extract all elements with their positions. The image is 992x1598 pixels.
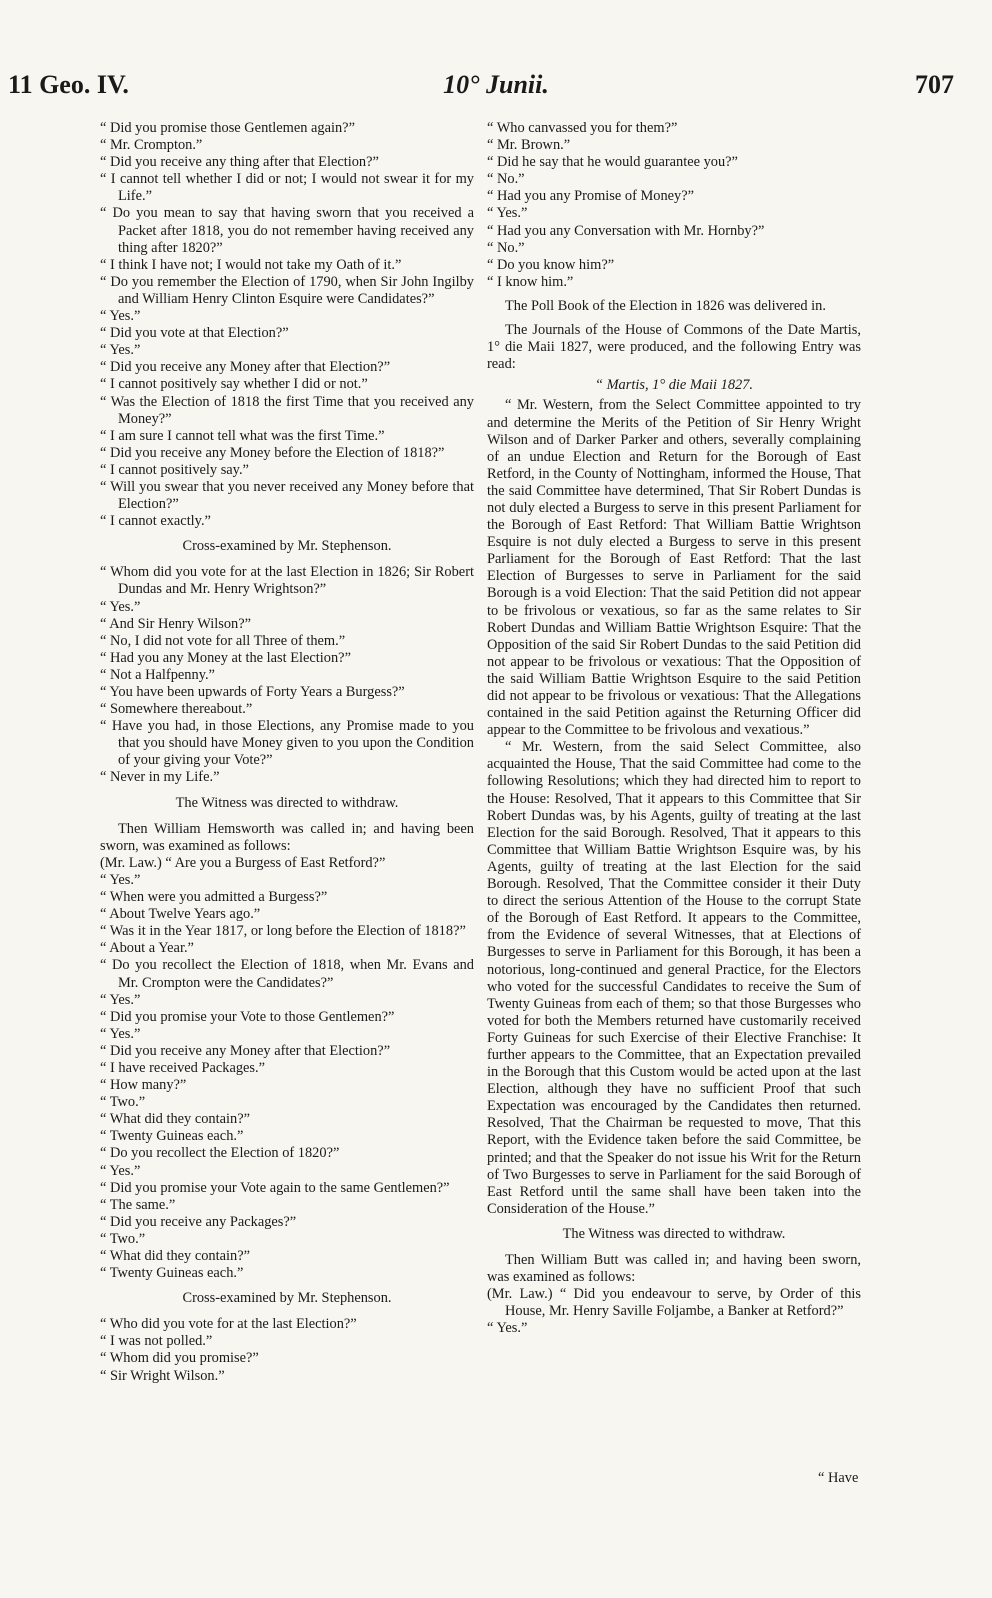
question-line: “ Whom did you promise?” [100, 1350, 259, 1367]
question-line: “ Did you promise your Vote to those Gentlemen?” [100, 1008, 395, 1025]
question-line: “ Was it in the Year 1817, or long before the Election of 1818?” [100, 923, 466, 940]
answer-line: “ I am sure I cannot tell what was the first Time.” [100, 427, 385, 444]
answer-line: “ Never in my Life.” [100, 769, 220, 786]
answer-line: “ I think I have not; I would not take my Oath of it.” [100, 256, 402, 273]
question-line: “ Do you recollect the Election of 1820?” [100, 1145, 340, 1162]
answer-line: “ Two.” [100, 1094, 146, 1111]
answer-line: “ Yes.” [487, 205, 528, 222]
section-heading: The Witness was directed to withdraw. [175, 794, 399, 811]
narrative-paragraph: Then William Butt was called in; and having been sworn, was examined as follows: [487, 1252, 861, 1286]
answer-line: “ Sir Wright Wilson.” [100, 1367, 225, 1384]
question-line: “ Will you swear that you never received any Money before that Election?” [100, 478, 474, 513]
question-line: “ You have been upwards of Forty Years a Burgess?” [100, 684, 405, 700]
question-line: “ Had you any Promise of Money?” [487, 188, 695, 205]
question-line: “ Did you receive any Money after that Election?” [100, 359, 391, 376]
question-line: (Mr. Law.) “ Are you a Burgess of East Retford?” [100, 854, 386, 871]
answer-line: “ I cannot tell whether I did or not; I would not swear it for my Life.” [100, 171, 474, 205]
answer-line: “ I know him.” [487, 273, 574, 290]
question-line: “ Did he say that he would guarantee you?” [487, 154, 738, 171]
answer-line: “ Not a Halfpenny.” [100, 666, 215, 683]
answer-line: “ Twenty Guineas each.” [100, 1128, 244, 1145]
right-column [487, 120, 861, 1337]
answer-line: “ Two.” [100, 1230, 146, 1247]
section-heading: Cross-examined by Mr. Stephenson. [182, 538, 392, 555]
question-line: “ And Sir Henry Wilson?” [100, 615, 252, 632]
section-heading: Cross-examined by Mr. Stephenson. [182, 1290, 392, 1307]
journal-paragraph: “ Mr. Western, from the said Select Committee, also acquainted the House, That the said Committee had come to the following Resolutions; which they had directed him to report to the House: Resolved, That it appears to this Committee that Sir Robert Dundas was, by his Agents, guilty of treating at the last Election for the said Borough. Resolved, That it appears to this Committee that William Battie Wrightson Esquire was, by his Agents, guilty of treating at the last Election for the said Borough. Resolved, That the Committee consider it their Duty to direct the serious Attention of the House to the corrupt State of the Borough of East Retford. It appears to the Committee, from the Evidence of several Witnesses, that at Elections of Burgesses to serve in Parliament for this Borough, it has been a notorious, long-continued and general Practice, for the Electors who voted for the successful Candidates to receive the Sum of Twenty Guineas from each of them; so that those Burgesses who voted for both the Members returned have customarily received Forty Guineas for such Exercise of their Elective Franchise: It further appears to the Committee, that an Expectation prevailed in the Borough that this Custom would be acted upon at the last Election, although they have no sufficient Proof that such Expectation was encouraged by the Candidates then returned. Resolved, That the Chairman be requested to move, That this Report, with the Evidence taken before the said Committee, be printed; and that the Speaker do not issue his Writ for the Return of Two Burgesses to serve in Parliament for the said Borough of East Retford until the same shall have been taken into the Consideration of the House.” [487, 739, 861, 1217]
question-line: “ Do you mean to say that having sworn that you received a Packet after 1818, you do not remember having received any thing after 1820?” [100, 205, 474, 256]
answer-line: “ Yes.” [100, 342, 141, 359]
answer-line: “ I cannot positively say.” [100, 461, 249, 478]
answer-line: “ Somewhere thereabout.” [100, 701, 253, 718]
answer-line: “ Yes.” [100, 1162, 141, 1179]
question-line: “ Was the Election of 1818 the first Time that you received any Money?” [100, 393, 474, 427]
answer-line: “ Yes.” [100, 1025, 141, 1042]
narrative-paragraph: The Poll Book of the Election in 1826 was delivered in. [505, 297, 826, 314]
question-line: “ What did they contain?” [100, 1111, 250, 1128]
question-line: “ Who did you vote for at the last Election?” [100, 1316, 357, 1333]
narrative-paragraph: Then William Hemsworth was called in; and having been sworn, was examined as follows: [100, 820, 474, 854]
question-line: “ Did you receive any Money after that Election?” [100, 1042, 391, 1059]
answer-line: “ Yes.” [100, 598, 141, 615]
answer-line: “ Yes.” [100, 991, 141, 1008]
question-line: “ Whom did you vote for at the last Election in 1826; Sir Robert Dundas and Mr. Henry Wrightson?” [100, 564, 474, 598]
left-column [100, 120, 474, 1385]
answer-line: “ Yes.” [487, 1320, 528, 1337]
answer-line: “ Mr. Brown.” [487, 137, 571, 154]
question-line: (Mr. Law.) “ Did you endeavour to serve, by Order of this House, Mr. Henry Saville Foljambe, a Banker at Retford?” [487, 1286, 861, 1320]
question-line: “ Do you recollect the Election of 1818, when Mr. Evans and Mr. Crompton were the Candidates?” [100, 957, 474, 991]
question-line: “ Did you receive any Money before the Election of 1818?” [100, 444, 445, 461]
catchword: “ Have [818, 1470, 859, 1486]
journal-date: “ Martis, 1° die Maii 1827. [594, 377, 754, 394]
answer-line: “ The same.” [100, 1196, 176, 1213]
answer-line: “ Yes.” [100, 871, 141, 888]
section-heading: The Witness was directed to withdraw. [562, 1225, 786, 1242]
answer-line: “ No, I did not vote for all Three of them.” [100, 632, 346, 649]
header-date: 10° Junii. [443, 70, 549, 99]
answer-line: “ Yes.” [100, 308, 141, 325]
question-line: “ Do you remember the Election of 1790, when Sir John Ingilby and William Henry Clinton Esquire were Candidates?” [100, 273, 474, 307]
answer-line: “ I cannot exactly.” [100, 513, 211, 530]
question-line: “ Did you vote at that Election?” [100, 325, 289, 342]
answer-line: “ No.” [487, 171, 525, 188]
question-line: “ Had you any Money at the last Election?” [100, 649, 351, 666]
answer-line: “ I have received Packages.” [100, 1059, 265, 1076]
narrative-paragraph: The Journals of the House of Commons of the Date Martis, 1° die Maii 1827, were produced, and the following Entry was read: [487, 322, 861, 373]
answer-line: “ No.” [487, 239, 525, 256]
question-line: “ Did you promise those Gentlemen again?” [100, 120, 355, 136]
answer-line: “ Twenty Guineas each.” [100, 1265, 244, 1282]
question-line: “ Who canvassed you for them?” [487, 120, 678, 136]
answer-line: “ I was not polled.” [100, 1333, 213, 1350]
answer-line: “ About a Year.” [100, 940, 194, 957]
question-line: “ Did you promise your Vote again to the same Gentlemen?” [100, 1179, 450, 1196]
question-line: “ Do you know him?” [487, 256, 615, 273]
question-line: “ What did they contain?” [100, 1248, 250, 1264]
question-line: “ When were you admitted a Burgess?” [100, 889, 328, 906]
page-number: 707 [915, 70, 954, 99]
journal-paragraph: “ Mr. Western, from the Select Committee appointed to try and determine the Merits of the Petition of Sir Henry Wright Wilson and of Darker Parker and others, severally complaining of an undue Election and Return for the Borough of East Retford, in the County of Nottingham, informed the House, That the said Committee have determined, That Sir Robert Dundas is not duly elected a Burgess to serve in this present Parliament for the Borough of East Retford: That William Battie Wrightson Esquire is not duly elected a Burgess to serve in this present Parliament for the Borough of East Retford: That the last Election of Burgesses to serve in Parliament for the said Borough is a void Election: That the said Petition did not appear to be frivolous or vexatious, so far as the same relates to Sir Robert Dundas and William Battie Wrightson Esquire: That the Opposition of the said Sir Robert Dundas to the said Petition did not appear to be frivolous or vexatious: That the Opposition of the said William Battie Wrightson Esquire to the said Petition did not appear to be frivolous or vexatious: That the Allegations contained in the said Petition against the Returning Officer did appear to the Committee to be frivolous and vexatious.” [487, 397, 861, 739]
header-regnal-year: 11 Geo. IV. [8, 70, 129, 99]
answer-line: “ Mr. Crompton.” [100, 137, 203, 154]
question-line: “ Did you receive any Packages?” [100, 1213, 297, 1230]
question-line: “ How many?” [100, 1077, 187, 1094]
question-line: “ Had you any Conversation with Mr. Hornby?” [487, 222, 765, 239]
answer-line: “ About Twelve Years ago.” [100, 906, 261, 923]
question-line: “ Did you receive any thing after that Election?” [100, 154, 379, 171]
question-line: “ Have you had, in those Elections, any Promise made to you that you should have Money given to you upon the Condition of your giving your Vote?” [100, 718, 474, 769]
answer-line: “ I cannot positively say whether I did or not.” [100, 376, 368, 393]
